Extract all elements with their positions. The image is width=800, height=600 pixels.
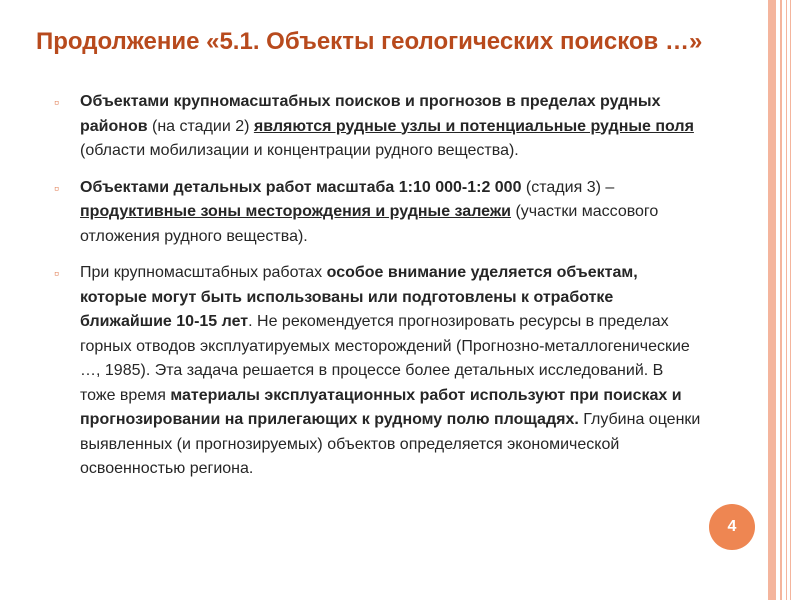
bullet-text-0 xyxy=(80,93,694,159)
text-run: (на стадии 2) xyxy=(147,117,254,135)
decorative-stripe xyxy=(768,0,776,600)
bullet-item xyxy=(52,90,702,164)
text-run: При крупномасштабных работах xyxy=(80,264,327,281)
decorative-stripe xyxy=(786,0,787,600)
bullet-list xyxy=(52,90,702,494)
square-bullet-icon: ▫ xyxy=(54,265,59,281)
bullet-text-1 xyxy=(80,179,658,245)
text-run: Глубина оценки выявленных (и прогнозируемых) объектов определяется экономической освоенностью региона. xyxy=(80,411,701,477)
text-run: материалы эксплуатационных работ используют при поисках и прогнозировании на прилегающих к рудному полю площадях. xyxy=(80,386,682,428)
slide-title: Продолжение «5.1. Объекты геологических поисков …» xyxy=(36,28,703,55)
square-bullet-icon: ▫ xyxy=(54,94,59,110)
text-run: Объектами крупномасштабных поисков и прогнозов в пределах рудных районов xyxy=(80,93,661,135)
bullet-item xyxy=(52,176,702,250)
bullet-text-2 xyxy=(80,264,700,477)
text-run: (участки массового отложения рудного вещества). xyxy=(80,203,659,245)
bullet-item xyxy=(52,261,702,482)
square-bullet-icon: ▫ xyxy=(54,179,59,196)
text-run: продуктивные зоны месторождения и рудные залежи xyxy=(80,203,512,220)
decorative-stripe xyxy=(790,0,791,600)
text-run: особое внимание уделяется объектам, которые могут быть использованы или подготовлены к отработке ближайшие 10-15 лет xyxy=(80,264,638,330)
decorative-stripe xyxy=(780,0,782,600)
text-run: являются рудные узлы и потенциальные рудные поля xyxy=(253,117,694,135)
text-run: Объектами детальных работ масштаба 1:10 000-1:2 000 xyxy=(80,178,522,196)
text-run: (области мобилизации и концентрации рудного вещества). xyxy=(80,142,519,159)
text-run: (стадия 3) – xyxy=(521,178,615,196)
text-run: . Не рекомендуется прогнозировать ресурсы в пределах горных отводов эксплуатируемых месторождений (Прогнозно-металлогенические …, 1985). Эта задача решается в процессе более детальных исследований. В тоже время xyxy=(80,313,690,404)
page-number-badge: 4 xyxy=(709,504,755,550)
